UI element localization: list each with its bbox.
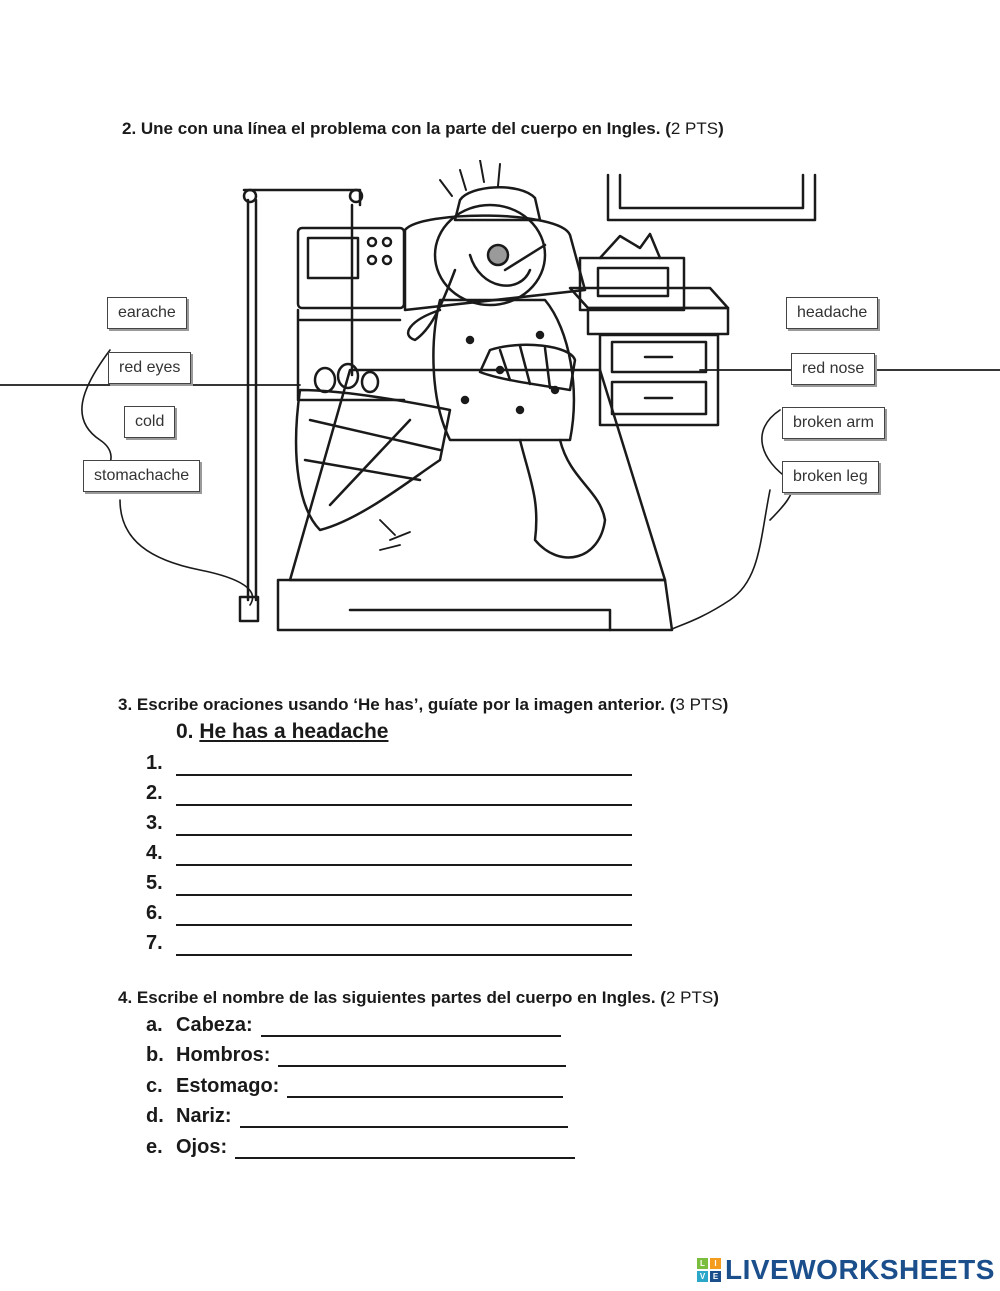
- question-2-points: 2 PTS: [670, 119, 719, 138]
- body-part-blank-b[interactable]: [278, 1045, 566, 1067]
- sentence-row-7: [146, 932, 176, 960]
- body-part-row-e: [146, 1136, 575, 1164]
- logo-block-e: E: [710, 1271, 721, 1282]
- body-part-blank-a[interactable]: [261, 1015, 561, 1037]
- sentence-row-6: [146, 902, 176, 930]
- body-part-letter: e.: [146, 1136, 163, 1158]
- sentence-row-2: [146, 782, 176, 810]
- sentence-blank-4[interactable]: [176, 864, 632, 866]
- logo-block-i: I: [710, 1258, 721, 1269]
- word-box-red-eyes[interactable]: red eyes: [108, 352, 191, 384]
- question-3-points: 3 PTS: [675, 695, 723, 714]
- hospital-scene-drawing: [0, 160, 1000, 640]
- body-part-label: Nariz:: [176, 1105, 232, 1127]
- sentence-number: 7.: [146, 932, 163, 954]
- sentence-number: 4.: [146, 842, 163, 864]
- body-part-row-c: [146, 1075, 563, 1103]
- liveworksheets-logo: [697, 1253, 995, 1287]
- body-part-label: Estomago:: [176, 1075, 280, 1097]
- logo-block-v: V: [697, 1271, 708, 1282]
- body-part-label: Ojos:: [176, 1136, 228, 1158]
- body-part-label: Cabeza:: [176, 1014, 253, 1036]
- body-part-row-a: [146, 1014, 561, 1042]
- body-part-label: Hombros:: [176, 1044, 271, 1066]
- body-part-letter: d.: [146, 1105, 164, 1127]
- word-box-cold[interactable]: cold: [124, 406, 175, 438]
- word-box-red-nose[interactable]: red nose: [791, 353, 875, 385]
- sentence-blank-2[interactable]: [176, 804, 632, 806]
- sentence-number: 6.: [146, 902, 163, 924]
- body-part-blank-c[interactable]: [287, 1076, 563, 1098]
- body-part-blank-e[interactable]: [235, 1137, 575, 1159]
- sentence-row-1: [146, 752, 176, 780]
- sentence-number: 1.: [146, 752, 163, 774]
- body-part-row-b: [146, 1044, 566, 1072]
- example-sentence: [176, 720, 388, 744]
- body-part-letter: a.: [146, 1014, 163, 1036]
- logo-blocks-icon: [697, 1258, 721, 1282]
- question-2-title: 2. Une con una línea el problema con la parte del cuerpo en Ingles. (2 PTS): [122, 119, 724, 138]
- body-part-letter: c.: [146, 1075, 163, 1097]
- sentence-number: 5.: [146, 872, 163, 894]
- sentence-row-3: [146, 812, 176, 840]
- word-box-earache[interactable]: earache: [107, 297, 187, 329]
- question-3-title: 3. Escribe oraciones usando ‘He has’, guíate por la imagen anterior. (3 PTS): [118, 695, 729, 714]
- body-part-letter: b.: [146, 1044, 164, 1066]
- question-4-title: 4. Escribe el nombre de las siguientes partes del cuerpo en Ingles. (2 PTS): [118, 988, 719, 1007]
- sentence-number: 2.: [146, 782, 163, 804]
- word-box-broken-leg[interactable]: broken leg: [782, 461, 879, 493]
- sentence-blank-7[interactable]: [176, 954, 632, 956]
- logo-text: LIVEWORKSHEETS: [725, 1254, 995, 1285]
- example-text: He has a headache: [199, 720, 389, 743]
- word-box-headache[interactable]: headache: [786, 297, 878, 329]
- sentence-blank-5[interactable]: [176, 894, 632, 896]
- sentence-blank-1[interactable]: [176, 774, 632, 776]
- hospital-illustration: [0, 160, 1000, 640]
- body-part-row-d: [146, 1105, 568, 1133]
- sentence-number: 3.: [146, 812, 163, 834]
- question-4-points: 2 PTS: [665, 988, 714, 1007]
- word-box-broken-arm[interactable]: broken arm: [782, 407, 885, 439]
- sentence-row-4: [146, 842, 176, 870]
- word-box-stomachache[interactable]: stomachache: [83, 460, 200, 492]
- example-number: 0.: [176, 720, 194, 743]
- sentence-blank-6[interactable]: [176, 924, 632, 926]
- sentence-blank-3[interactable]: [176, 834, 632, 836]
- sentence-row-5: [146, 872, 176, 900]
- logo-block-l: L: [697, 1258, 708, 1269]
- body-part-blank-d[interactable]: [240, 1106, 568, 1128]
